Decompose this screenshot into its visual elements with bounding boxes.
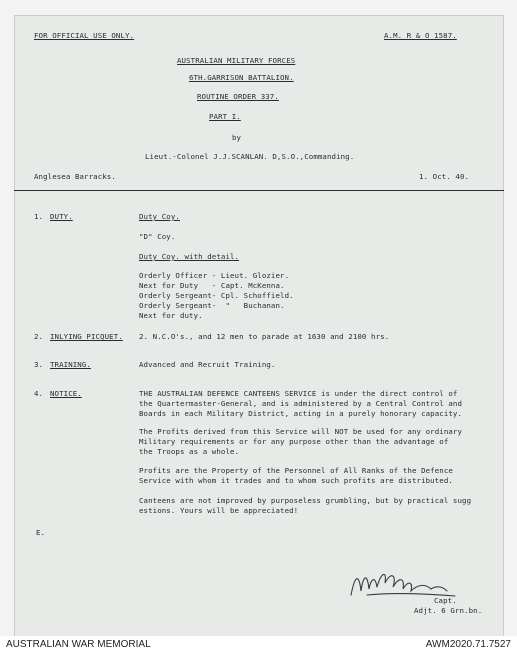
location: Anglesea Barracks. <box>34 172 116 181</box>
training-text: Advanced and Recruit Training. <box>139 360 276 369</box>
notice-para2-line: The Profits derived from this Service will NOT be used for any ordinary <box>139 427 463 436</box>
duty-detail-label: Duty Coy. with detail. <box>139 252 240 261</box>
document-page <box>14 15 504 637</box>
notice-para3-line: Profits are the Property of the Personnel of All Ranks of the Defence <box>139 466 453 475</box>
part-title: PART I. <box>209 112 241 121</box>
notice-para1-line: Boards in each Military District, acting in a purely honorary capacity. <box>139 409 463 418</box>
signature-rank: Capt. <box>434 596 457 605</box>
header-divider <box>14 190 504 191</box>
section-heading-duty: DUTY. <box>50 212 73 221</box>
duty-line: Orderly Officer - Lieut. Glozier. <box>139 271 290 280</box>
notice-para2-line: Military requirements or for any purpose other than the advantage of <box>139 437 449 446</box>
classification-label: FOR OFFICIAL USE ONLY. <box>34 31 135 40</box>
section-heading-training: TRAINING. <box>50 360 91 369</box>
notice-para1-line: THE AUSTRALIAN DEFENCE CANTEENS SERVICE is under the direct control of <box>139 389 458 398</box>
section-number-training: 3. <box>34 360 44 369</box>
duty-coy-value: "D" Coy. <box>139 232 176 241</box>
notice-para3-line: Service with whom it trades and to whom such profits are distributed. <box>139 476 453 485</box>
notice-para2-line: the Troops as a whole. <box>139 447 240 456</box>
section-heading-picquet: INLYING PICQUET. <box>50 332 123 341</box>
picquet-text: 2. N.C.O's., and 12 men to parade at 1630 and 2100 hrs. <box>139 332 390 341</box>
commander-line: Lieut.-Colonel J.J.SCANLAN. D,S.O.,Commanding. <box>145 152 355 161</box>
organisation-title: AUSTRALIAN MILITARY FORCES <box>177 56 296 65</box>
form-reference: A.M. R & O 1587. <box>384 31 457 40</box>
notice-para4-line: Canteens are not improved by purposeless grumbling, but by practical sugg <box>139 496 472 505</box>
end-mark: E. <box>36 528 46 537</box>
duty-line: Orderly Sergeant- Cpl. Schoffield. <box>139 291 294 300</box>
unit-title: 6TH.GARRISON BATTALION. <box>189 73 294 82</box>
by-line: by <box>232 133 242 142</box>
archive-footer <box>0 636 517 653</box>
section-number-notice: 4. <box>34 389 44 398</box>
duty-line: Next for Duty - Capt. McKenna. <box>139 281 285 290</box>
notice-para1-line: the Quartermaster-General, and is administered by a Central Control and <box>139 399 463 408</box>
duty-coy-label: Duty Coy. <box>139 212 180 221</box>
order-date: 1. Oct. 40. <box>419 172 470 181</box>
duty-line: Next for duty. <box>139 311 203 320</box>
notice-para4-line: estions. Yours will be appreciated! <box>139 506 299 515</box>
section-number-duty: 1. <box>34 212 44 221</box>
archive-reference: AWM2020.71.7527 <box>425 639 511 650</box>
signature-appointment: Adjt. 6 Grn.bn. <box>414 606 483 615</box>
duty-line: Orderly Sergeant- " Buchanan. <box>139 301 285 310</box>
order-title: ROUTINE ORDER 337. <box>197 92 279 101</box>
archive-name: AUSTRALIAN WAR MEMORIAL <box>6 639 151 650</box>
section-heading-notice: NOTICE. <box>50 389 82 398</box>
section-number-picquet: 2. <box>34 332 44 341</box>
